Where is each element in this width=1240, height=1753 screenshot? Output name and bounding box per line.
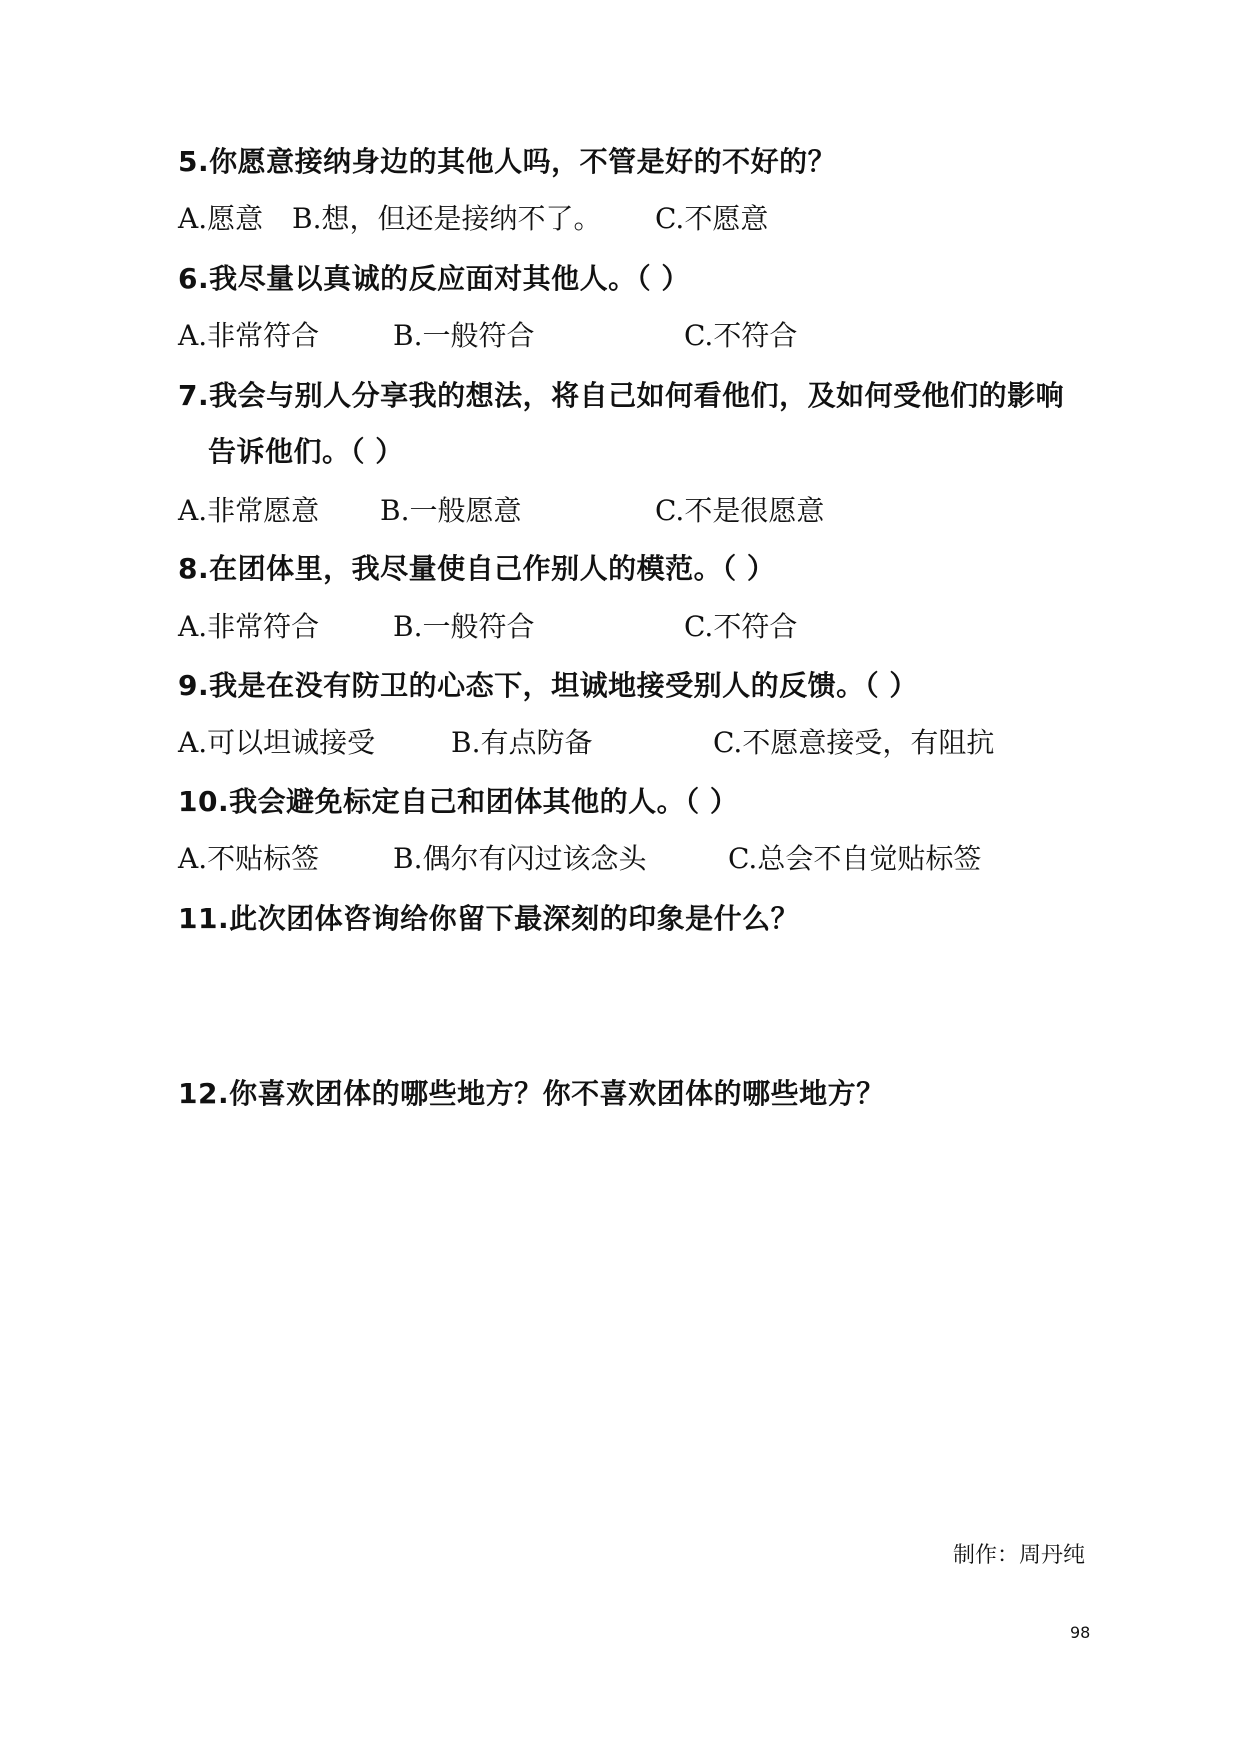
q8-option-b: B.一般符合 xyxy=(393,610,535,643)
page-number: 98 xyxy=(1070,1623,1091,1642)
q10-option-b: B.偶尔有闪过该念头 xyxy=(393,842,647,875)
q10-option-a: A.不贴标签 xyxy=(178,842,320,875)
q6-option-c: C.不符合 xyxy=(684,319,798,352)
q9-option-c: C.不愿意接受，有阻抗 xyxy=(713,726,995,759)
question-7-continued: 告诉他们。（ ） xyxy=(208,435,404,468)
q8-option-a: A.非常符合 xyxy=(178,610,320,643)
q9-option-b: B.有点防备 xyxy=(451,726,593,759)
q7-option-c: C.不是很愿意 xyxy=(655,494,825,527)
question-10: 10.我会避免标定自己和团体其他的人。（ ） xyxy=(178,785,739,818)
question-5: 5.你愿意接纳身边的其他人吗，不管是好的不好的？ xyxy=(178,145,837,178)
q5-option-c: C.不愿意 xyxy=(655,202,769,235)
question-11: 11.此次团体咨询给你留下最深刻的印象是什么？ xyxy=(178,902,800,935)
question-6: 6.我尽量以真诚的反应面对其他人。（ ） xyxy=(178,262,690,295)
question-8: 8.在团体里，我尽量使自己作别人的模范。（ ） xyxy=(178,552,776,585)
q7-option-b: B.一般愿意 xyxy=(380,494,522,527)
q10-option-c: C.总会不自觉贴标签 xyxy=(728,842,982,875)
q5-option-b: B.想，但还是接纳不了。 xyxy=(292,202,602,235)
author-credit: 制作：周丹纯 xyxy=(953,1543,1086,1568)
question-12: 12.你喜欢团体的哪些地方？你不喜欢团体的哪些地方？ xyxy=(178,1077,885,1110)
q9-option-a: A.可以坦诚接受 xyxy=(178,726,376,759)
q6-option-b: B.一般符合 xyxy=(393,319,535,352)
q8-option-c: C.不符合 xyxy=(684,610,798,643)
q6-option-a: A.非常符合 xyxy=(178,319,320,352)
q7-option-a: A.非常愿意 xyxy=(178,494,320,527)
question-7: 7.我会与别人分享我的想法，将自己如何看他们，及如何受他们的影响 xyxy=(178,379,1065,412)
q5-option-a: A.愿意 xyxy=(178,202,264,235)
question-9: 9.我是在没有防卫的心态下，坦诚地接受别人的反馈。（ ） xyxy=(178,669,918,702)
